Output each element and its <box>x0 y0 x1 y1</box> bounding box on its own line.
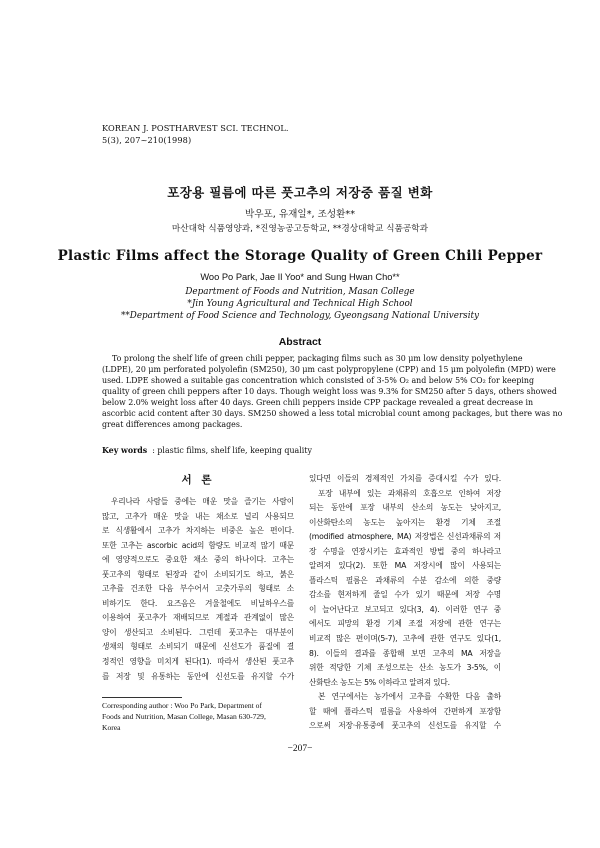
body-line: (modified atmosphere, MA) 저장법은 신선과채류의 저 <box>309 532 501 542</box>
body-line: 에서도 피망의 환경 기체 조절 저장에 관한 연구는 <box>309 619 501 629</box>
body-line: 8). 이들의 결과를 종합해 보면 고추의 MA 저장을 <box>309 648 501 658</box>
left-column <box>102 495 294 684</box>
body-line: 많고, 고추가 매운 맛을 내는 채소로 널리 사용되므 <box>102 511 294 521</box>
abstract-body <box>102 353 563 430</box>
body-line: 본 연구에서는 농가에서 고추를 수확한 다음 출하 <box>318 692 501 702</box>
affiliation-line: *Jin Young Agricultural and Technical High School <box>187 299 413 310</box>
body-line: 비교적 많은 편이며(5-7), 고추에 관한 연구도 있다(1, <box>309 634 501 644</box>
journal-name: KOREAN J. POSTHARVEST SCI. TECHNOL. <box>102 123 289 133</box>
body-line: 비하기도 한다. 요즈음은 겨울철에도 비닐하우스를 <box>102 598 294 608</box>
abstract-line: ascorbic acid content after 30 days. SM250 showed a less total microbial count among packages, but there was no <box>102 409 563 419</box>
abstract-line: To prolong the shelf life of green chili pepper, packaging films such as 30 μm low density polyethylene <box>112 354 523 363</box>
abstract-heading: Abstract <box>278 336 322 348</box>
body-line: 에 영양적으로도 중요한 채소 중의 하나이다. 고추는 <box>102 555 294 565</box>
body-line: 로 식생활에서 고추가 차지하는 비중은 높은 편이다. <box>102 526 294 536</box>
abstract-line: (LDPE), 20 μm perforated polyolefin (SM250), 30 μm cast polypropylene (CPP) and 15 μm polyolefin (MPD) were <box>102 365 556 375</box>
body-line: 를 저장 및 유통하는 동안에 신선도를 유지할 수가 <box>102 671 294 681</box>
body-line: 되는 동안에 포장 내부의 산소의 농도는 낮아지고, <box>309 503 501 513</box>
body-line: 우리나라 사람들 중에는 매운 맛을 즐기는 사람이 <box>111 497 294 506</box>
english-affiliations <box>0 286 600 323</box>
keywords-label: Key words <box>102 446 148 455</box>
footnote-line: Korea <box>102 723 121 732</box>
korean-affiliations: 마산대학 식품영양과, *진영농공고등학교, **경상대학교 식품공학과 <box>171 224 429 234</box>
body-line: 으로써 저장·유통중에 풋고추의 신선도를 유지할 수 <box>309 721 501 731</box>
journal-volume: 5(3), 207~210(1998) <box>102 135 192 145</box>
body-line: 할 때에 플라스틱 필름을 사용하여 간편하게 포장함 <box>309 706 501 716</box>
page-number: −207− <box>287 744 313 754</box>
body-line: 이용하여 풋고추가 재배되므로 계절과 관계없이 많은 <box>102 613 294 623</box>
abstract-line: great differences among packages. <box>102 420 243 430</box>
body-line: 플라스틱 필름은 과채류의 수분 감소에 의한 중량 <box>309 575 501 585</box>
footnote-rule <box>102 697 182 698</box>
body-line: 있다면 이들의 경제적인 가치를 증대시킬 수가 있다. <box>309 474 501 483</box>
footnote-line: Foods and Nutrition, Masan College, Masan 630-729, <box>102 712 266 721</box>
right-column <box>309 472 501 734</box>
abstract-line: quality of green chili peppers after 10 days. Though weight loss was 9.3% for SM250 after 5 days, others showed <box>102 387 557 397</box>
english-authors: Woo Po Park, Jae Il Yoo* and Sung Hwan Cho** <box>200 272 400 282</box>
corresponding-author-footnote <box>102 700 300 733</box>
abstract-line: used. LDPE showed a suitable gas concentration which consisted of 3-5% O₂ and below 5% CO₂ for keeping <box>102 376 535 386</box>
korean-authors: 박우포, 유재일*, 조성환** <box>245 209 355 220</box>
footnote-line: Corresponding author : Woo Po Park, Department of <box>102 701 262 710</box>
abstract-line: below 2.0% weight loss after 40 days. Green chili peppers inside CPP package revealed a great decrease in <box>102 398 534 408</box>
body-line: 또한 고추는 ascorbic acid의 함량도 비교적 많기 때문 <box>102 540 294 550</box>
body-line: 이 늘어난다고 보고되고 있다(3, 4). 이러한 연구 중 <box>309 604 501 614</box>
introduction-heading: 서 론 <box>181 474 215 486</box>
body-line: 고추를 건조한 다음 부수어서 고춧가루의 형태로 소 <box>102 584 294 594</box>
body-line: 위한 적당한 기체 조성으로는 산소 농도가 3-5%, 이 <box>309 663 501 673</box>
body-line: 양이 생산되고 소비된다. 그런데 풋고추는 대부분이 <box>102 627 294 637</box>
body-line: 포장 내부에 있는 과채류의 호흡으로 인하여 저장 <box>318 488 501 498</box>
body-line: 감소를 현저하게 줄일 수가 있기 때문에 저장 수명 <box>309 590 501 600</box>
affiliation-line: **Department of Food Science and Technology, Gyeongsang National University <box>120 311 480 322</box>
journal-citation <box>102 122 289 146</box>
body-line: 산화탄소 농도는 5% 이하라고 알려져 있다. <box>309 677 450 687</box>
keywords <box>102 446 312 455</box>
body-line: 알려져 있다(2). 또한 MA 저장시에 많이 사용되는 <box>309 561 501 571</box>
body-line: 생채의 형태로 소비되기 때문에 신선도가 품질에 결 <box>102 642 294 652</box>
body-line: 장 수명을 연장시키는 효과적인 방법 중의 하나라고 <box>309 546 501 556</box>
body-line: 풋고추의 형태로 된장과 같이 소비되기도 하고, 붉은 <box>102 569 294 579</box>
korean-title: 포장용 필름에 따른 풋고추의 저장중 품질 변화 <box>167 185 433 200</box>
english-title: Plastic Films affect the Storage Quality of Green Chili Pepper <box>57 248 543 264</box>
keywords-text: : plastic films, shelf life, keeping quality <box>152 446 312 455</box>
body-line: 이산화탄소의 농도는 높아지는 환경 기체 조절 <box>309 517 501 527</box>
affiliation-line: Department of Foods and Nutrition, Masan College <box>185 287 415 297</box>
body-line: 정적인 영향을 미치게 된다(1). 따라서 생산된 풋고추 <box>102 657 294 667</box>
